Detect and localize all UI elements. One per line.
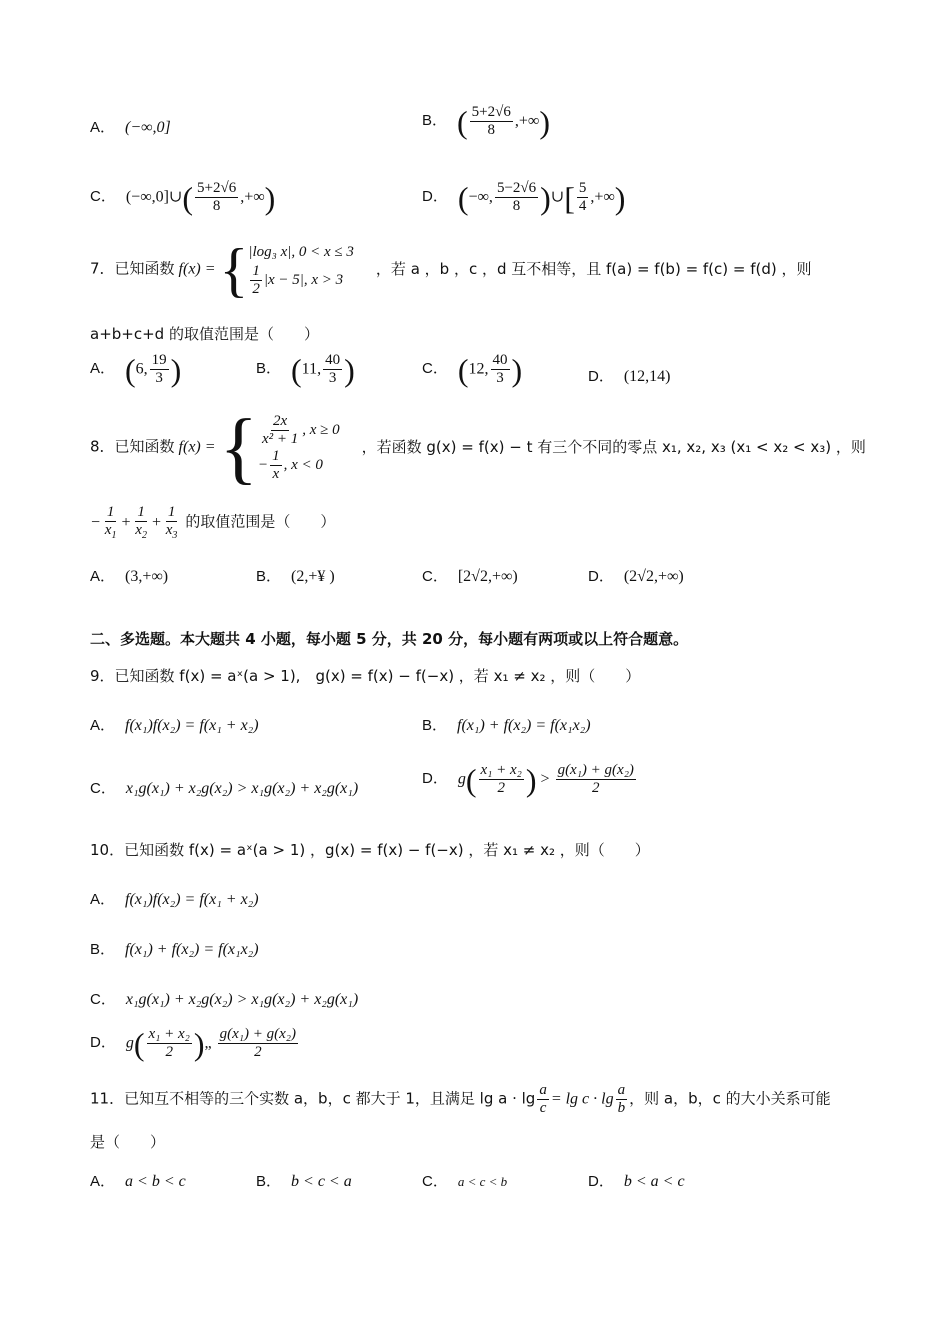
q6c-fraction: $\frac{5+2√6}{8}$: [197, 180, 237, 215]
q9-option-b: B． f(x₁) + f(x₂) = f(x₁x₂): [422, 717, 591, 734]
q7-option-d: D． (12,14): [588, 368, 671, 385]
q6b-fraction: $\frac{5+2√6}{8}$: [471, 104, 511, 139]
q10-option-d: D． g( $\frac{\text{x₁ + x₂}}{2}$ )„ $\frac{\text{g(x₁) + g(x₂)}}{2}$: [90, 1025, 296, 1062]
q8-option-a: A． (3,+∞): [90, 568, 169, 585]
q7-stem-line2: a+b+c+d 的取值范围是（ ）: [90, 325, 319, 343]
q9-option-a: A． f(x₁)f(x₂) = f(x₁ + x₂): [90, 717, 259, 734]
q11-option-a: A． a < b < c: [90, 1173, 186, 1190]
q11-option-c: C． a < c < b: [422, 1173, 508, 1190]
q7-option-c: C． (12, $\frac{40}{3}$ ): [422, 351, 523, 388]
q8-piecewise: $\frac{2x}{\text{x² + 1}}$ , x ≥ 0 − $\frac{1}{x}$ , x < 0: [257, 412, 340, 483]
q6-option-d: D． (−∞, $\frac{5-2√6}{8}$ )∪[ $\frac{5}{4}$ ,+∞): [422, 179, 626, 216]
q6-option-b: B． ( $\frac{5+2√6}{8}$ ,+∞): [422, 103, 550, 140]
q11-stem-line2: 是（ ）: [90, 1133, 166, 1151]
q11-stem: 11．已知互不相等的三个实数 a，b，c 都大于 1，且满足 lg a · lg $\frac{a}{c}$ = lg c · lg $\frac{a}{b}$ ，则 a，b，c 的大小关系可能: [90, 1082, 831, 1117]
q9-option-c: C． x₁g(x₁) + x₂g(x₂) > x₁g(x₂) + x₂g(x₁): [90, 780, 359, 797]
q6-option-c: C． (−∞,0]∪( $\frac{5+2√6}{8}$ ,+∞): [90, 179, 276, 216]
q8-stem: 8．已知函数 f(x) = { $\frac{2x}{\text{x² + 1}}$ , x ≥ 0 − $\frac{1}{x}$ , x < 0 ，若函数 g(x) = f(x) − t 有三个不同的零点 x₁, x₂, x₃ (x₁ < x₂ < x₃) ，则: [90, 404, 866, 492]
q7-stem: 7．已知函数 f(x) = { |log₃ x|, 0 < x ≤ 3 $\frac{1}{2}$ |x − 5|, x > 3 ，若 a ，b ，c ，d 互不相等，且 f(a) = f(b) = f(c) = f(d) ，则: [90, 237, 812, 303]
q8-stem-line2: − $\frac{1}{x_1}$ + $\frac{1}{x_2}$ + $\frac{1}{x_3}$ 的取值范围是（ ）: [90, 504, 336, 542]
q6d-fraction2: $\frac{5}{4}$: [578, 180, 587, 215]
q11-option-b: B． b < c < a: [256, 1173, 352, 1190]
section-heading: 二、多选题。本大题共 4 小题，每小题 5 分，共 20 分，每小题有两项或以上符合题意。: [90, 630, 689, 648]
q10-option-a: A． f(x₁)f(x₂) = f(x₁ + x₂): [90, 891, 259, 908]
q9-option-d: D． g( $\frac{\text{x₁ + x₂}}{2}$ ) > $\frac{\text{g(x₁) + g(x₂)}}{2}$: [422, 761, 634, 798]
q8-option-d: D． (2√2,+∞): [588, 568, 684, 585]
q7-piecewise: |log₃ x|, 0 < x ≤ 3 $\frac{1}{2}$ |x − 5|, x > 3: [248, 243, 354, 297]
q10-option-c: C． x₁g(x₁) + x₂g(x₂) > x₁g(x₂) + x₂g(x₁): [90, 991, 359, 1008]
q7-option-b: B． (11, $\frac{40}{3}$ ): [256, 351, 355, 388]
q6d-fraction: $\frac{5-2√6}{8}$: [496, 180, 537, 215]
q7-option-a: A． (6, $\frac{19}{3}$ ): [90, 351, 182, 388]
q6-option-a: A． (−∞,0]: [90, 119, 171, 136]
q10-stem: 10．已知函数 f(x) = aˣ(a > 1) ，g(x) = f(x) − f(−x) ，若 x₁ ≠ x₂ ，则（ ）: [90, 841, 650, 859]
q11-option-d: D． b < a < c: [588, 1173, 685, 1190]
q10-option-b: B． f(x₁) + f(x₂) = f(x₁x₂): [90, 941, 259, 958]
q9-stem: 9．已知函数 f(x) = aˣ(a > 1), g(x) = f(x) − f(−x) ，若 x₁ ≠ x₂ ，则（ ）: [90, 667, 641, 685]
q8-option-c: C． [2√2,+∞): [422, 568, 518, 585]
q8-option-b: B． (2,+¥ ): [256, 568, 335, 585]
